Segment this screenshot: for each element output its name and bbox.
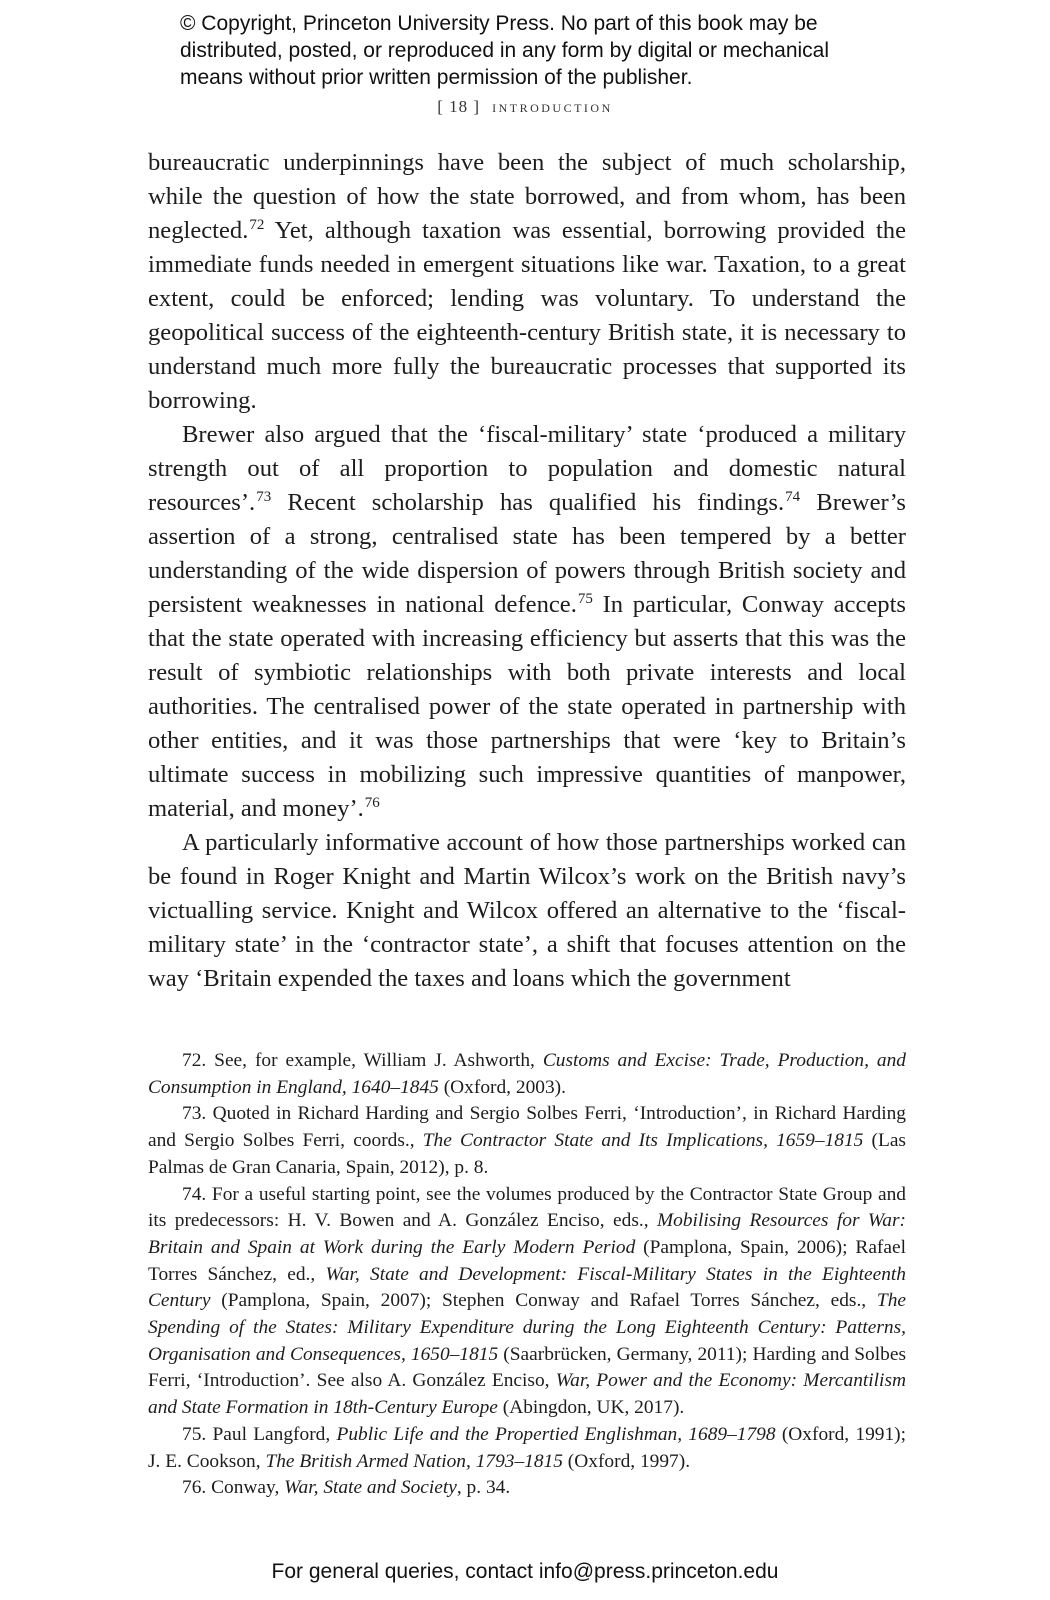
page-number: [ 18 ] [437, 97, 481, 116]
text-run: 73. Quoted in Richard Harding and Sergio Solbes Ferri, ‘Introduction’, in Richard Harding and Sergio Solbes Ferri, coords., [148, 1103, 906, 1152]
text-run: (Oxford, 1991); J. E. Cookson, [148, 1423, 907, 1472]
text-run: bureaucratic underpinnings have been the subject of much scholarship, while the question of how the state borrowed, and from whom, has been neglected. [148, 149, 906, 244]
text-run: (Oxford, 1997). [562, 1450, 691, 1472]
footnote-ref[interactable]: 72 [249, 216, 265, 233]
text-run: (Pamplona, Spain, 2006); Rafael Torres Sánchez, ed., [148, 1236, 906, 1285]
book-title: War, Power and the Economy: Mercantilism and State Formation in 18th-Century Europe [148, 1370, 906, 1419]
footnote-75 [148, 1422, 906, 1475]
main-text [148, 146, 906, 996]
footer-contact: For general queries, contact info@press.princeton.edu [271, 1560, 779, 1583]
copyright-notice [180, 10, 940, 91]
book-title: War, State and Development: Fiscal-Military States in the Eighteenth Century [148, 1263, 906, 1312]
section-title: introduction [492, 97, 613, 116]
text-run: (Las Palmas de Gran Canaria, Spain, 2012), p. 8. [148, 1130, 906, 1178]
text-run: Brewer’s assertion of a strong, centralised state has been tempered by a better understanding of the wide dispersion of powers through British society and persistent weaknesses in national defence. [148, 489, 906, 618]
footnote-76 [148, 1475, 906, 1502]
text-run: 72. See, for example, William J. Ashworth, [182, 1050, 543, 1071]
text-run: , p. 34. [456, 1477, 511, 1499]
text-run: (Abingdon, UK, 2017). [497, 1397, 685, 1419]
footnote-ref[interactable]: 76 [364, 794, 380, 811]
text-run: (Oxford, 2003). [438, 1076, 566, 1098]
footnotes [148, 1048, 906, 1502]
book-title: The Contractor State and Its Implications, 1659–1815 [422, 1130, 864, 1152]
paragraph [148, 146, 906, 418]
footnote-73 [148, 1101, 906, 1181]
footnote-74 [148, 1182, 906, 1422]
book-title: The Spending of the States: Military Expenditure during the Long Eighteenth Century: Patterns, Organisation and Consequences, 1650–1815 [148, 1290, 906, 1365]
running-head [0, 97, 1050, 117]
copyright-line: distributed, posted, or reproduced in any form by digital or mechanical [180, 39, 830, 62]
book-title: Customs and Excise: Trade, Production, and Consumption in England, 1640–1845 [148, 1050, 906, 1098]
copyright-line: means without prior written permission of the publisher. [180, 66, 693, 89]
footnote-ref[interactable]: 73 [256, 488, 272, 505]
book-title: The British Armed Nation, 1793–1815 [265, 1450, 563, 1472]
text-run: 76. Conway, [182, 1477, 285, 1499]
paragraph [148, 826, 906, 996]
book-title: Public Life and the Propertied Englishman, 1689–1798 [336, 1423, 776, 1445]
text-run: Brewer also argued that the ‘fiscal-military’ state ‘produced a military strength out of all proportion to population and domestic natural resources’. [148, 421, 906, 516]
text-run: (Pamplona, Spain, 2007); Stephen Conway and Rafael Torres Sánchez, eds., [210, 1290, 877, 1312]
text-run: 74. For a useful starting point, see the volumes produced by the Contractor State Group and its predecessors: H. V. Bowen and A. González Enciso, eds., [148, 1183, 906, 1232]
text-run: Recent scholarship has qualified his findings. [271, 489, 785, 516]
text-run: In particular, Conway accepts that the state operated with increasing efficiency but asserts that this was the result of symbiotic relationships with both private interests and local authorities. The centralised power of the state operated in partnership with other entities, and it was those partnerships that were ‘key to Britain’s ultimate success in mobilizing such impressive quantities of manpower, material, and money’. [148, 591, 906, 822]
text-run: 75. Paul Langford, [182, 1423, 337, 1445]
book-title: War, State and Society [284, 1477, 457, 1499]
text-run: (Saarbrücken, Germany, 2011); Harding and Solbes Ferri, ‘Introduction’. See also A. González Enciso, [148, 1343, 906, 1392]
book-title: Mobilising Resources for War: Britain and Spain at Work during the Early Modern Period [148, 1210, 907, 1258]
copyright-line: © Copyright, Princeton University Press. No part of this book may be [180, 12, 818, 35]
footnote-ref[interactable]: 75 [577, 590, 593, 607]
paragraph [148, 418, 906, 826]
footnote-72 [148, 1048, 906, 1101]
text-run: Yet, although taxation was essential, borrowing provided the immediate funds needed in emergent situations like war. Taxation, to a great extent, could be enforced; lending was voluntary. To understand the geopolitical success of the eighteenth-century British state, it is necessary to understand much more fully the bureaucratic processes that supported its borrowing. [148, 217, 906, 414]
footnote-ref[interactable]: 74 [785, 488, 801, 505]
text-run: A particularly informative account of how those partnerships worked can be found in Roger Knight and Martin Wilcox’s work on the British navy’s victualling service. Knight and Wilcox offered an alternative to the ‘fiscal-military state’ in the ‘contractor state’, a shift that focuses attention on the way ‘Britain expended the taxes and loans which the government [148, 829, 906, 992]
